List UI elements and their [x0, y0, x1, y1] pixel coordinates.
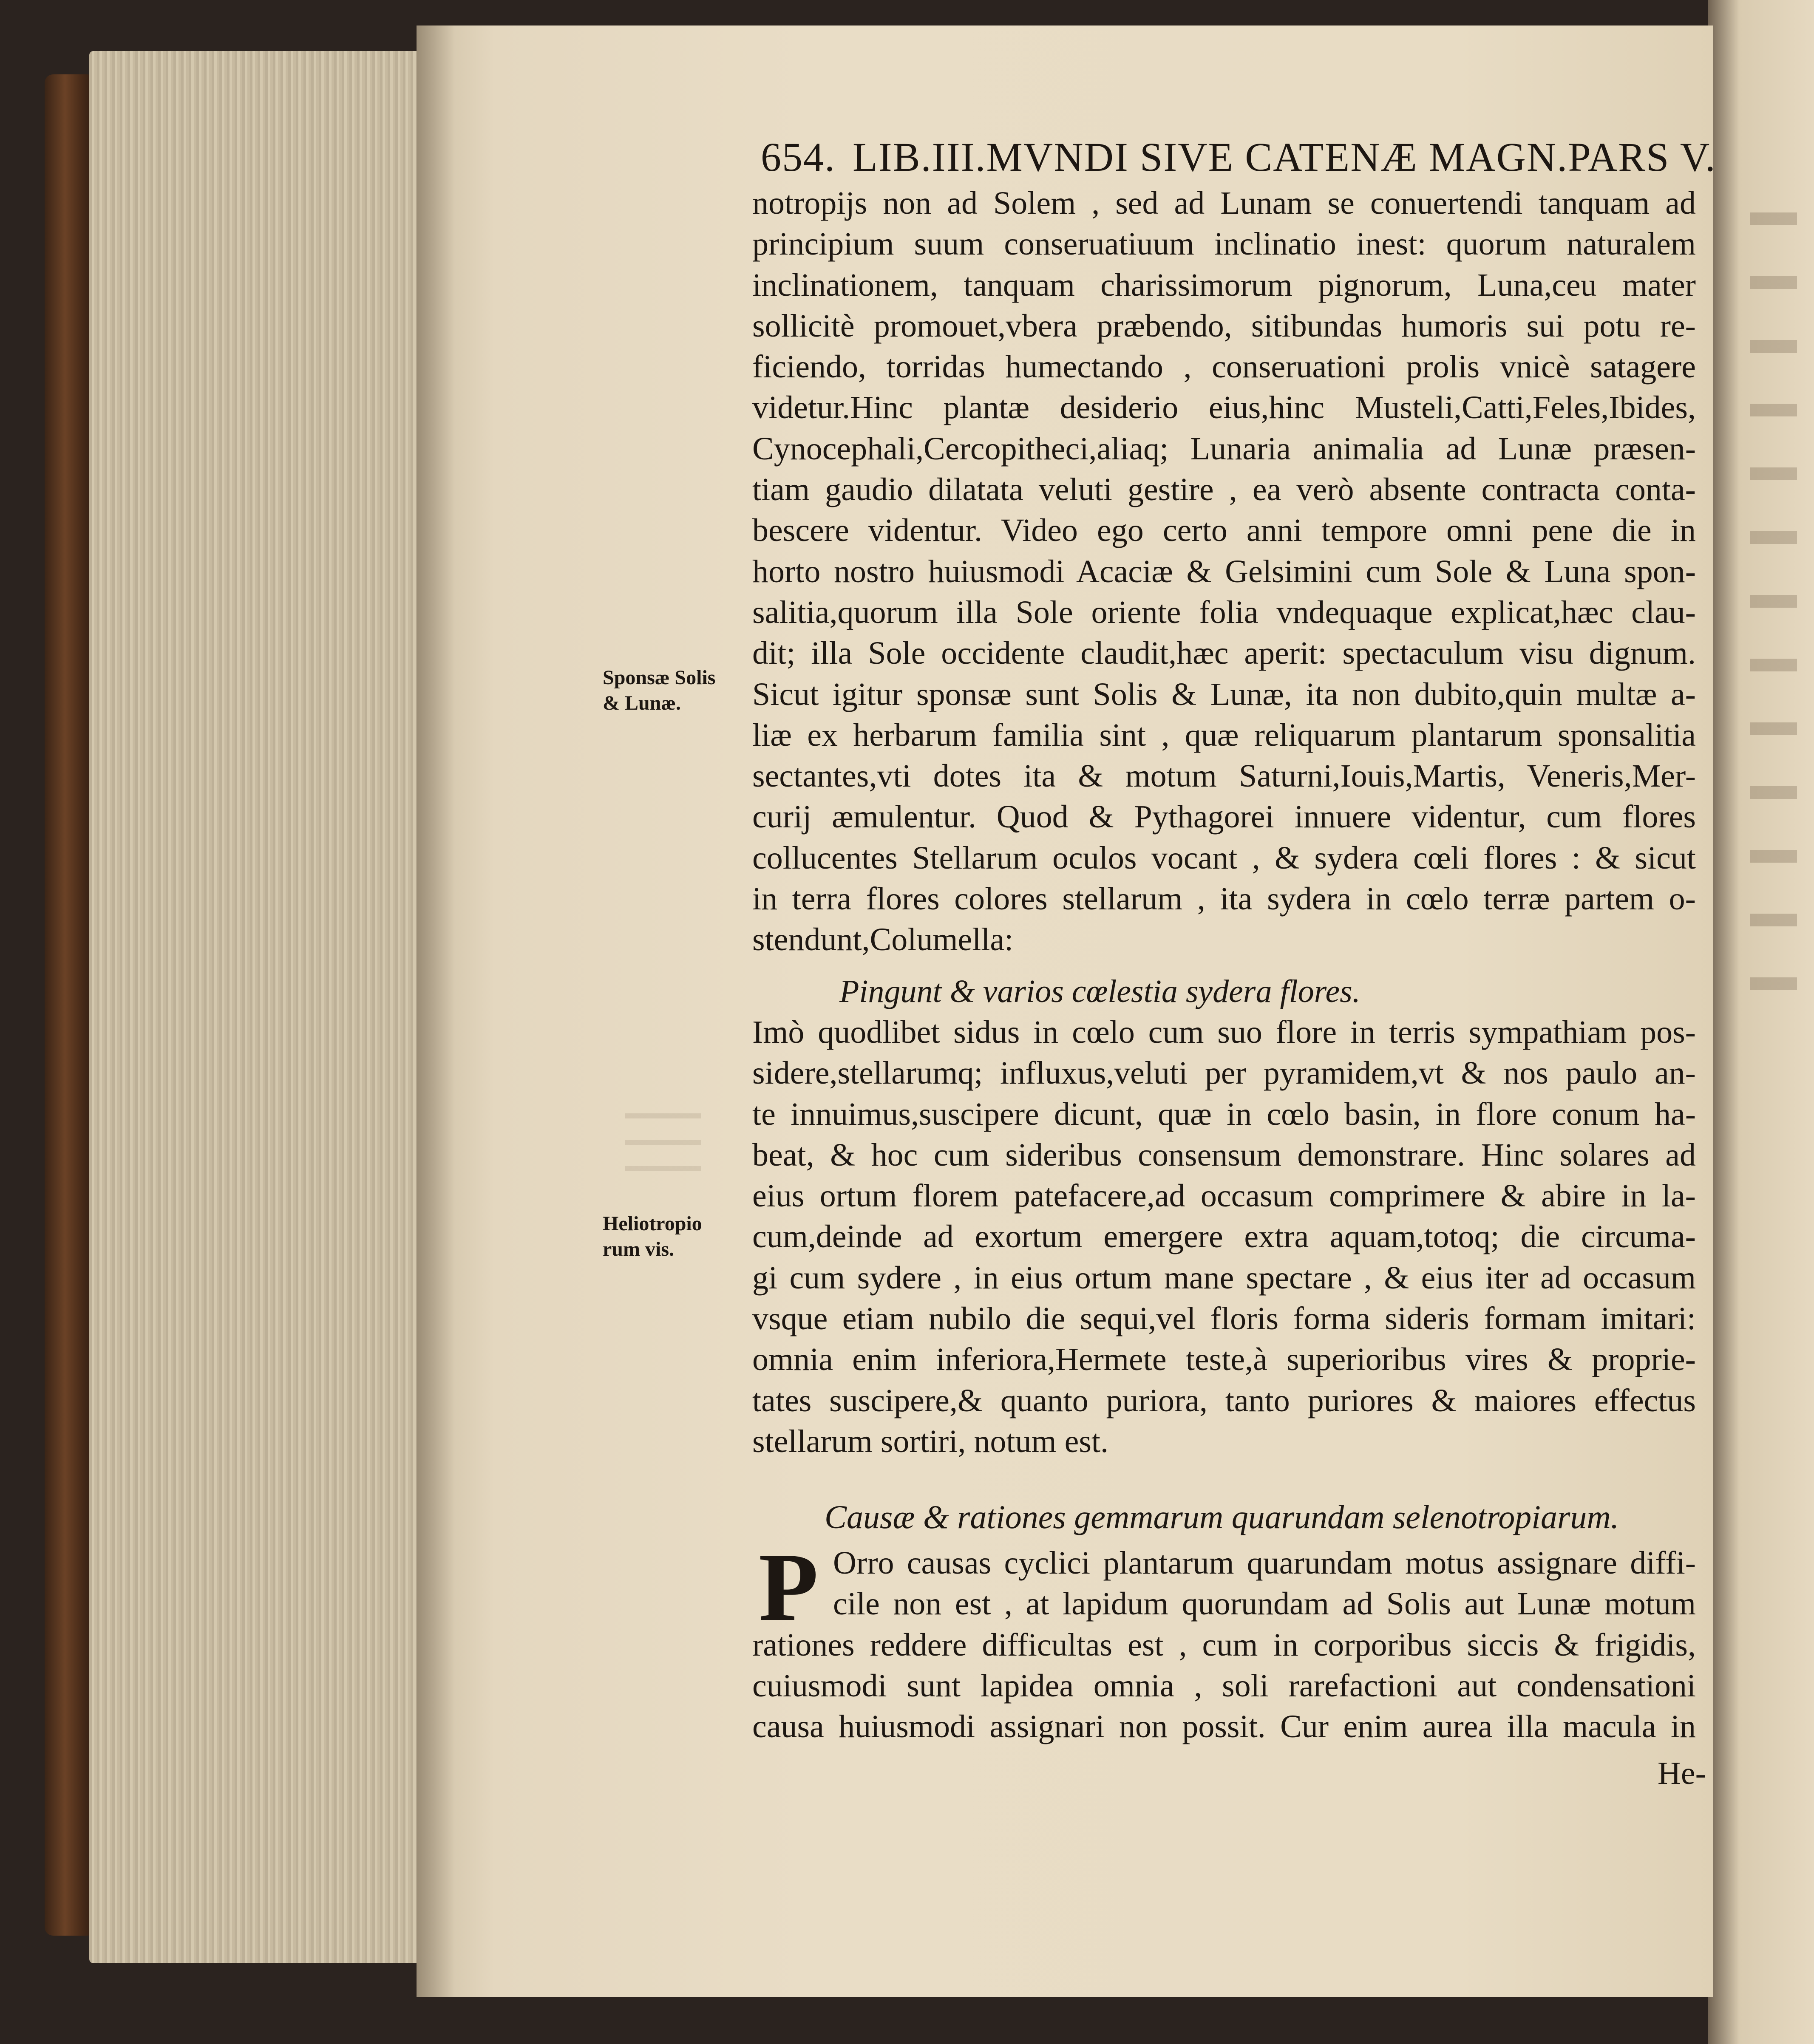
text-line: salitia,quorum illa Sole oriente folia vndequaque explicat,hæc clau- — [752, 594, 1696, 630]
page-edges — [89, 51, 421, 1963]
text-line: in terra flores colores stellarum , ita sydera in cœlo terræ partem o- — [752, 881, 1696, 917]
running-title: LIB.III.MVNDI SIVE CATENÆ MAGN.PARS V. — [853, 134, 1716, 180]
text-line: Cynocephali,Cercopitheci,aliaq; Lunaria animalia ad Lunæ præsen- — [752, 430, 1696, 467]
facing-page-edge — [1708, 0, 1814, 2044]
text-line: liæ ex herbarum familia sint , quæ reliquarum plantarum sponsalitia — [752, 717, 1696, 753]
text-line: sectantes,vti dotes ita & motum Saturni,Iouis,Martis, Veneris,Mer- — [752, 758, 1696, 794]
margin-note — [603, 1211, 702, 1262]
text-line: tates suscipere,& quanto puriora, tanto puriores & maiores effectus — [752, 1382, 1696, 1418]
text-line: causa huiusmodi assignari non possit. Cur enim aurea illa macula in — [752, 1709, 1696, 1745]
show-through-marks — [625, 1092, 701, 1177]
text-line: sollicitè promouet,vbera præbendo, sitibundas humoris sui potu re- — [752, 308, 1696, 344]
text-line: videtur.Hinc plantæ desiderio eius,hinc Musteli,Catti,Feles,Ibides, — [752, 390, 1696, 426]
text-line: Imò quodlibet sidus in cœlo cum suo flore in terris sympathiam pos- — [752, 1014, 1696, 1050]
text-line: horto nostro huiusmodi Acaciæ & Gelsimini cum Sole & Luna spon- — [752, 553, 1696, 589]
text-line: curij æmulentur. Quod & Pythagorei innuere videntur, cum flores — [752, 799, 1696, 835]
text-line: notropijs non ad Solem , sed ad Lunam se conuertendi tanquam ad — [752, 185, 1696, 221]
text-line: beat, & hoc cum sideribus consensum demonstrare. Hinc solares ad — [752, 1137, 1696, 1173]
text-line: stellarum sortiri, notum est. — [752, 1423, 1109, 1459]
text-line: tiam gaudio dilatata veluti gestire , ea verò absente contracta conta- — [752, 472, 1696, 508]
text-line: omnia enim inferiora,Hermete teste,à superioribus vires & proprie- — [752, 1342, 1696, 1378]
text-line: Orro causas cyclici plantarum quarundam motus assignare diffi- — [833, 1545, 1696, 1581]
text-line: cum,deinde ad exortum emergere extra aquam,totoq; die circuma- — [752, 1219, 1696, 1255]
text-line: inclinationem, tanquam charissimorum pignorum, Luna,ceu mater — [752, 267, 1696, 303]
text-line: collucentes Stellarum oculos vocant , & sydera cœli flores : & sicut — [752, 840, 1696, 876]
text-line: gi cum sydere , in eius ortum mane spectare , & eius iter ad occasum — [752, 1260, 1696, 1296]
text-line: ficiendo, torridas humectando , conseruationi prolis vnicè satagere — [752, 349, 1696, 385]
gutter-shadow — [417, 25, 455, 1997]
catchword: He- — [1658, 1755, 1706, 1791]
text-line: cile non est , at lapidum quorundam ad Solis aut Lunæ motum — [833, 1586, 1696, 1622]
margin-note-line: Heliotropio — [603, 1212, 702, 1235]
book-spine — [45, 74, 96, 1936]
section-heading: Causæ & rationes gemmarum quarundam selenotropiarum. — [825, 1498, 1619, 1535]
text-line: bescere videntur. Video ego certo anni tempore omni pene die in — [752, 512, 1696, 549]
text-line: Sicut igitur sponsæ sunt Solis & Lunæ, ita non dubito,quin multæ a- — [752, 676, 1696, 712]
paragraph-2 — [752, 1012, 1696, 1462]
paragraph-1 — [752, 183, 1696, 960]
text-line: cuiusmodi sunt lapidea omnia , soli rarefactioni aut condensationi — [752, 1667, 1696, 1704]
margin-note-line: rum vis. — [603, 1238, 674, 1260]
page-number: 654. — [761, 134, 836, 180]
text-line: sidere,stellarumq; influxus,veluti per pyramidem,vt & nos paulo an- — [752, 1055, 1696, 1091]
text-line: principium suum conseruatiuum inclinatio inest: quorum naturalem — [752, 226, 1696, 262]
running-header — [761, 132, 1716, 183]
margin-note-line: & Lunæ. — [603, 692, 681, 714]
drop-cap: P — [759, 1533, 819, 1641]
margin-note — [603, 665, 715, 716]
margin-note-line: Sponsæ Solis — [603, 666, 716, 689]
paragraph-3 — [752, 1533, 1696, 1747]
verse-quote: Pingunt & varios cœlestia sydera flores. — [839, 974, 1360, 1009]
text-line: eius ortum florem patefacere,ad occasum comprimere & abire in la- — [752, 1178, 1696, 1214]
text-line: rationes reddere difficultas est , cum in corporibus siccis & frigidis, — [752, 1627, 1696, 1663]
text-line: dit; illa Sole occidente claudit,hæc aperit: spectaculum visu dignum. — [752, 635, 1696, 671]
facing-page-bleed — [1750, 161, 1797, 1011]
text-line: te innuimus,suscipere dicunt, quæ in cœlo basin, in flore conum ha- — [752, 1096, 1696, 1132]
text-line: stendunt,Columella: — [752, 922, 1014, 958]
text-line: vsque etiam nubilo die sequi,vel floris forma sideris formam imitari: — [752, 1301, 1696, 1337]
